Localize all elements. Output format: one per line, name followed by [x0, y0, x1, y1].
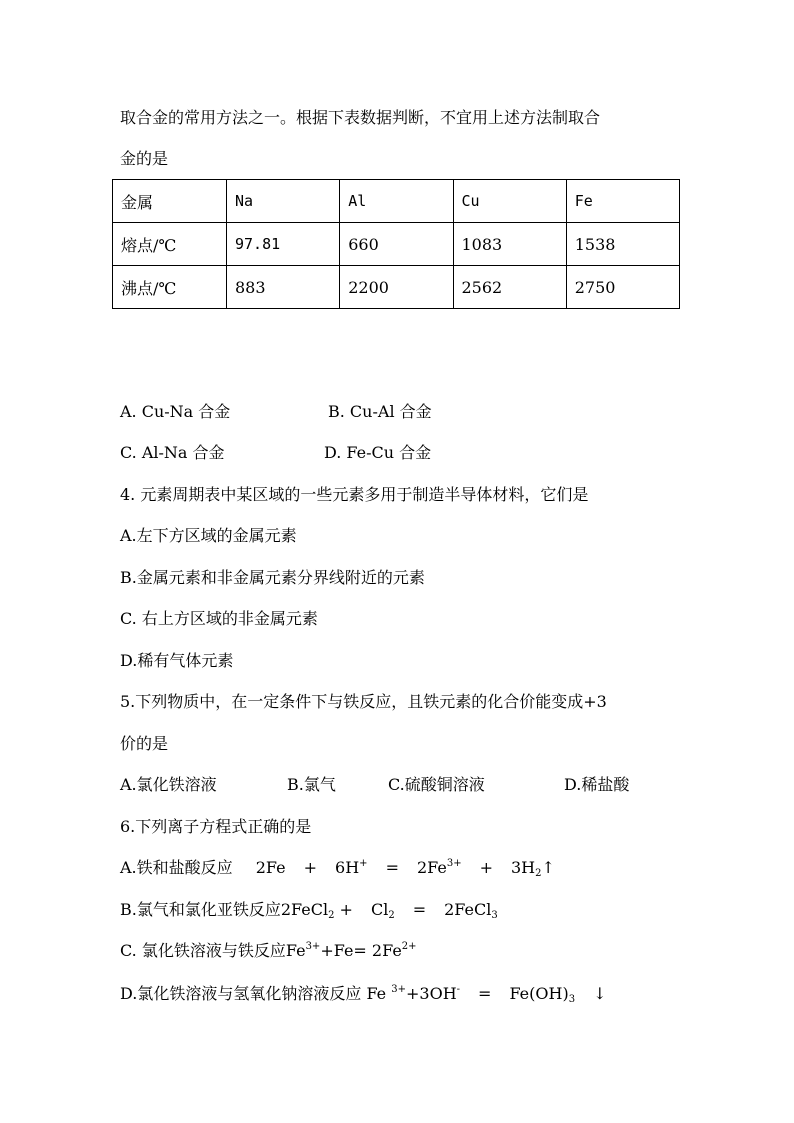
q3-option-c: C. Al-Na 合金 — [120, 443, 225, 462]
metal-properties-table — [112, 179, 680, 309]
q4-option-c: C. 右上方区域的非金属元素 — [120, 609, 318, 628]
q6-option-c-label: C. 氯化铁溶液与铁反应 — [120, 941, 286, 960]
q5-option-a: A.氯化铁溶液 — [120, 775, 217, 794]
table-cell: 沸点/℃ — [113, 266, 227, 309]
intro-line-2: 金的是 — [120, 149, 169, 168]
intro-line-1: 取合金的常用方法之一。根据下表数据判断，不宜用上述方法制取合 — [120, 108, 601, 127]
table-row — [113, 223, 680, 266]
q6-stem: 6.下列离子方程式正确的是 — [120, 817, 312, 836]
q4-option-a: A.左下方区域的金属元素 — [120, 526, 297, 545]
q4-option-b: B.金属元素和非金属元素分界线附近的元素 — [120, 568, 425, 587]
q5-option-b: B.氯气 — [287, 775, 336, 794]
table-cell: 金属 — [113, 180, 227, 223]
q6-option-b — [120, 899, 498, 921]
equation-b: 2FeCl$_2$ + $Cl_2$ = 2FeCl$_3$ — [280, 900, 498, 921]
table-cell: 883 — [227, 266, 340, 309]
table-cell: 2750 — [566, 266, 679, 309]
table-cell: Al — [340, 180, 453, 223]
q3-option-d: D. Fe-Cu 合金 — [324, 443, 432, 462]
q4-stem: 4. 元素周期表中某区域的一些元素多用于制造半导体材料，它们是 — [120, 485, 589, 504]
q6-option-c — [120, 940, 417, 962]
table-cell: Cu — [453, 180, 566, 223]
table-cell: 97.81 — [227, 223, 340, 266]
q6-option-b-label: B.氯气和氯化亚铁反应 — [120, 900, 281, 919]
q6-option-d — [120, 983, 606, 1005]
q5-stem-line-1: 5.下列物质中，在一定条件下与铁反应，且铁元素的化合价能变成+3 — [120, 692, 607, 711]
equation-d: Fe $^{3+}+3OH^- = Fe(OH)_3$ ↓ — [366, 984, 607, 1005]
table-row — [113, 266, 680, 309]
equation-a: $2Fe + 6H^+ = 2Fe^{3+}$ + $3H_2↑$ — [255, 858, 555, 879]
q3-option-b: B. Cu-Al 合金 — [328, 402, 432, 421]
table-cell: 1538 — [566, 223, 679, 266]
table-cell: Fe — [566, 180, 679, 223]
q3-option-a: A. Cu-Na 合金 — [120, 402, 231, 421]
table-cell: 1083 — [453, 223, 566, 266]
q4-option-d: D.稀有气体元素 — [120, 651, 234, 670]
table-header-row — [113, 180, 680, 223]
table-cell: 660 — [340, 223, 453, 266]
equation-c: $Fe^{3+}+Fe= 2Fe^{2+}$ — [285, 941, 417, 960]
q6-option-d-label: D.氯化铁溶液与氢氧化钠溶液反应 — [120, 984, 362, 1003]
q5-option-c: C.硫酸铜溶液 — [388, 775, 485, 794]
table-cell: 2200 — [340, 266, 453, 309]
q6-option-a-label: A.铁和盐酸反应 — [120, 858, 233, 877]
q5-stem-line-2: 价的是 — [120, 734, 169, 753]
q5-option-d: D.稀盐酸 — [564, 775, 630, 794]
q6-option-a — [120, 857, 555, 879]
table-cell: 熔点/℃ — [113, 223, 227, 266]
table-cell: 2562 — [453, 266, 566, 309]
table-cell: Na — [227, 180, 340, 223]
